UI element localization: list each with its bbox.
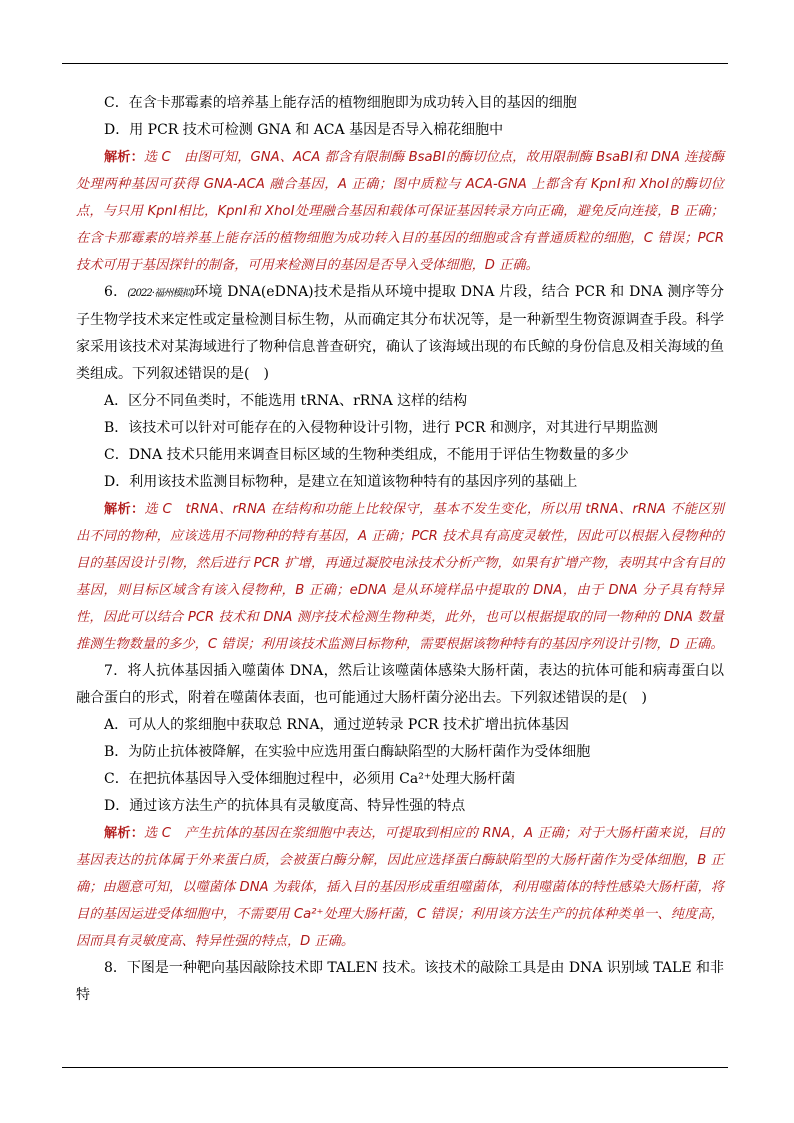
q6-source: (2022·福州模拟): [127, 288, 194, 299]
q7-analysis-lead: 解析：: [104, 826, 145, 841]
header-rule: [62, 63, 728, 64]
q6-analysis-text: 选 C tRNA、rRNA 在结构和功能上比较保守，基本不发生变化，所以用 tRNA、rRNA 不能区别出不同的物种，应该选用不同物种的特有基因，A 正确；PCR 技术具有高度灵敏性，因此可以根据入侵物种的目的基因设计引物，然后进行 PCR 扩增，再通过凝胶电泳技术分析产物，如果有扩增产物，表明其中含有目的基因，则目标区域含有该入侵物种，B 正确；eDNA 是从环境样品中提取的 DNA，由于 DNA 分子具有特异性，因此可以结合 PCR 技术和 DNA 测序技术检测生物种类，此外，也可以根据提取的同一物种的 DNA 数量推测生物数量的多少，C 错误；利用该技术监测目标物种，需要根据该物种特有的基因序列设计引物，D 正确。: [76, 502, 724, 652]
q5-option-c: C．在含卡那霉素的培养基上能存活的植物细胞即为成功转入目的基因的细胞: [104, 95, 577, 111]
q7-stem: 7．将人抗体基因插入噬菌体 DNA，然后让该噬菌体感染大肠杆菌，表达的抗体可能和病毒蛋白以融合蛋白的形式，附着在噬菌体表面，也可能通过大肠杆菌分泌出去。下列叙述错误的是( ): [76, 663, 724, 706]
q6-option-b: B．该技术可以针对可能存在的入侵物种设计引物，进行 PCR 和测序，对其进行早期监测: [104, 420, 658, 436]
q7-option-c: C．在把抗体基因导入受体细胞过程中，必须用 Ca²⁺处理大肠杆菌: [104, 771, 516, 787]
q6-analysis: [76, 496, 724, 658]
q8-stem: 8．下图是一种靶向基因敲除技术即 TALEN 技术。该技术的敲除工具是由 DNA 识别域 TALE 和非特: [76, 960, 724, 1003]
q7-analysis-text: 选 C 产生抗体的基因在浆细胞中表达，可提取到相应的 RNA，A 正确；对于大肠杆菌来说，目的基因表达的抗体属于外来蛋白质，会被蛋白酶分解，因此应选择蛋白酶缺陷型的大肠杆菌作为受体细胞，B 正确；由题意可知，以噬菌体 DNA 为载体，插入目的基因形成重组噬菌体，利用噬菌体的特性感染大肠杆菌，将目的基因运进受体细胞中，不需要用 Ca²⁺处理大肠杆菌，C 错误；利用该方法生产的抗体种类单一、纯度高，因而具有灵敏度高、特异性强的特点，D 正确。: [76, 826, 725, 949]
document-body: [76, 90, 724, 1009]
q6-analysis-lead: 解析：: [104, 502, 145, 517]
q7-analysis: [76, 820, 724, 955]
q7-option-a: A．可从人的浆细胞中获取总 RNA，通过逆转录 PCR 技术扩增出抗体基因: [104, 717, 570, 733]
q5-analysis-text: 选 C 由图可知，GNA、ACA 都含有限制酶 BsaBⅠ的酶切位点，故用限制酶 BsaBⅠ和 DNA 连接酶处理两种基因可获得 GNA-ACA 融合基因，A 正确；图中质粒与 ACA-GNA 上都含有 KpnⅠ和 XhoⅠ的酶切位点，与只用 KpnⅠ相比，KpnⅠ和 XhoⅠ处理融合基因和载体可保证基因转录方向正确，避免反向连接，B 正确；在含卡那霉素的培养基上能存活的植物细胞为成功转入目的基因的细胞或含有普通质粒的细胞，C 错误；PCR 技术可用于基因探针的制备，可用来检测目的基因是否导入受体细胞，D 正确。: [76, 150, 725, 273]
q6-stem-text: 环境 DNA(eDNA)技术是指从环境中提取 DNA 片段，结合 PCR 和 DNA 测序等分子生物学技术来定性或定量检测目标生物，从而确定其分布状况等，是一种新型生物资源调查手段。科学家采用该技术对某海域进行了物种信息普查研究，确认了该海域出现的布氏鲸的身份信息及相关海域的鱼类组成。下列叙述错误的是( ): [76, 284, 724, 382]
q5-analysis: [76, 144, 724, 279]
q6-stem: [76, 279, 724, 388]
q6-option-a: A．区分不同鱼类时，不能选用 tRNA、rRNA 这样的结构: [104, 393, 468, 409]
q5-option-d: D．用 PCR 技术可检测 GNA 和 ACA 基因是否导入棉花细胞中: [104, 122, 504, 138]
q6-option-d: D．利用该技术监测目标物种，是建立在知道该物种特有的基因序列的基础上: [104, 474, 578, 490]
q6-option-c: C．DNA 技术只能用来调查目标区域的生物种类组成，不能用于评估生物数量的多少: [104, 447, 629, 463]
q7-option-d: D．通过该方法生产的抗体具有灵敏度高、特异性强的特点: [104, 798, 466, 814]
q5-analysis-lead: 解析：: [104, 150, 144, 165]
footer-rule: [62, 1067, 728, 1068]
q7-option-b: B．为防止抗体被降解，在实验中应选用蛋白酶缺陷型的大肠杆菌作为受体细胞: [104, 744, 591, 760]
q6-number: 6．: [104, 284, 128, 300]
